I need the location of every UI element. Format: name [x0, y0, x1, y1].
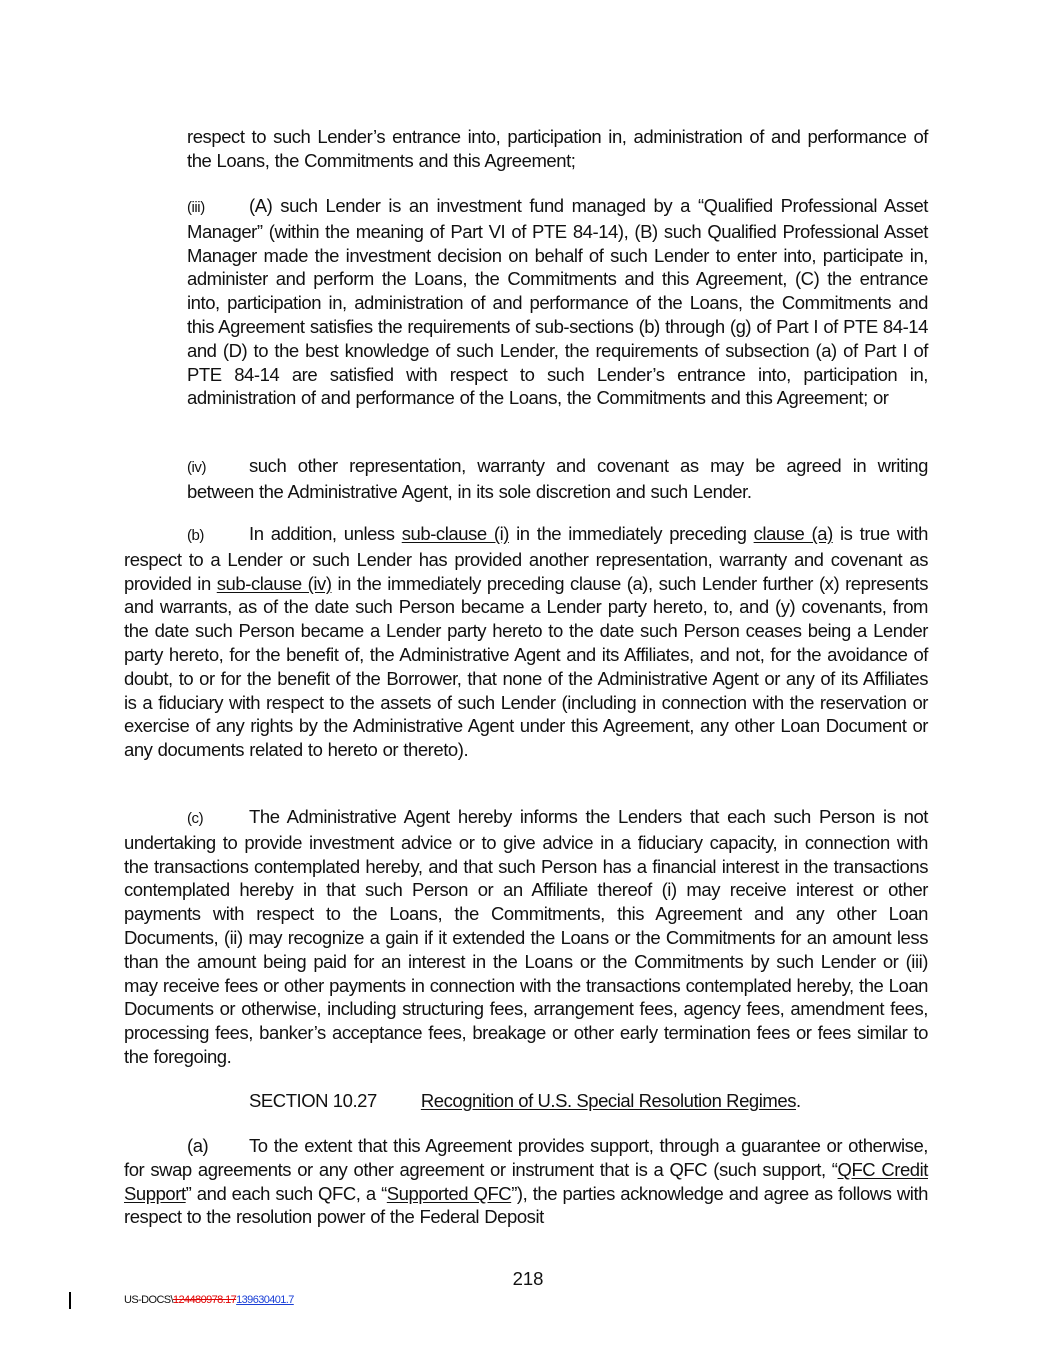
defined-term-supported-qfc: Supported QFC — [386, 1182, 512, 1204]
section-label: SECTION 10.27 — [249, 1090, 377, 1111]
paragraph-text: in the immediately preceding — [508, 523, 754, 544]
paragraph-text: respect to such Lender’s entrance into, participation in, administration of and performance of the Loans, the Commitments and this Agreement; — [187, 126, 928, 171]
paragraph-text: In addition, unless — [249, 523, 402, 544]
clause-text: (A) such Lender is an investment fund managed by a “Qualified Professional Asset Manager” (within the meaning of Part VI of PTE 84-14), (B) such Qualified Professional Asset Manager made the investment decision on behalf of such Lender to enter into, participate in, administer and perform the Loans, the Commitments and this Agreement, (C) the entrance into, participation in, administration of and performance of the Loans, the Commitments and this Agreement satisfies the requirements of sub-sections (b) through (g) of Part I of PTE 84-14 and (D) to the best knowledge of such Lender, the requirements of subsection (a) of Part I of PTE 84-14 are satisfied with respect to such Lender’s entrance into, participation in, administration of and performance of the Loans, the Commitments and this Agreement; or — [187, 195, 928, 409]
page-number: 218 — [512, 1268, 544, 1289]
paragraph-continuation — [187, 125, 928, 173]
paragraph-number: (c) — [187, 810, 204, 827]
paragraph-text: is true with respect to a Lender or such Lender has provided another representation, warranty and covenant as provided in — [124, 523, 928, 594]
clause-iv — [187, 454, 928, 504]
paragraph-text: To the extent that this Agreement provides support, through a guarantee or otherwise, for swap agreements or any other agreement or instrument that is a QFC (such support, “ — [124, 1135, 928, 1180]
paragraph-number: (a) — [187, 1135, 209, 1156]
section-heading — [249, 1089, 801, 1113]
section-title: Recognition of U.S. Special Resolution Regimes — [420, 1090, 797, 1111]
footer-prefix: US-DOCS\ — [124, 1294, 173, 1306]
document-id-footer — [124, 1294, 294, 1306]
paragraph-text: ”), the parties acknowledge and agree as follows with respect to the resolution power of the Federal Deposit — [124, 1182, 928, 1228]
paragraph-a — [124, 1134, 928, 1229]
paragraph-text: The Administrative Agent hereby informs the Lenders that each such Person is not undertaking to provide investment advice or to give advice in a fiduciary capacity, in connection with the transactions contemplated hereby, and that such Person has a financial interest in the transactions contemplated hereby in that such Person or an Affiliate thereof (i) may receive interest or other payments with respect to the Loans, the Commitments, this Agreement and any other Loan Documents, (ii) may recognize a gain if it extended the Loans or the Commitments for an amount less than the amount being paid for an interest in the Loans or the Commitments by such Lender or (iii) may receive fees or other payments in connection with the transactions contemplated hereby, the Loan Documents or otherwise, including structuring fees, arrangement fees, agency fees, amendment fees, processing fees, banker’s acceptance fees, breakage or other early termination fees or fees similar to the foregoing. — [124, 806, 928, 1067]
clause-iii — [187, 194, 928, 410]
change-bar — [69, 1292, 71, 1309]
defined-term-qfc-credit-support: QFC Credit Support — [124, 1158, 928, 1204]
paragraph-b — [124, 522, 928, 762]
paragraph-text: in the immediately preceding clause (a), such Lender further (x) represents and warrants, as of the date such Person became a Lender party hereto, to, and (y) covenants, from the date such Person became a Lender party hereto to the date such Person ceases being a Lender party hereto, for the benefit of, the Administrative Agent and its Affiliates, and not, for the avoidance of doubt, to or for the benefit of the Borrower, that none of the Administrative Agent or any of its Affiliates is a fiduciary with respect to the assets of such Lender (including in connection with the reservation or exercise of any rights by the Administrative Agent under this Agreement, any other Loan Document or any documents related to hereto or thereto). — [124, 572, 929, 761]
section-period: . — [796, 1090, 801, 1111]
clause-number: (iii) — [187, 199, 205, 216]
sub-clause-i-reference: sub-clause (i) — [401, 523, 509, 544]
paragraph-c — [124, 805, 928, 1069]
clause-number: (iv) — [187, 459, 207, 476]
clause-a-reference: clause (a) — [753, 523, 833, 544]
clause-text: such other representation, warranty and covenant as may be agreed in writing between the Administrative Agent, in its sole discretion and such Lender. — [187, 455, 928, 502]
paragraph-number: (b) — [187, 527, 204, 544]
deleted-doc-number: 124480978.17 — [172, 1294, 237, 1306]
sub-clause-iv-reference: sub-clause (iv) — [216, 572, 332, 594]
inserted-doc-number: 139630401.7 — [236, 1294, 294, 1306]
paragraph-text: ” and each such QFC, a “ — [185, 1182, 387, 1204]
